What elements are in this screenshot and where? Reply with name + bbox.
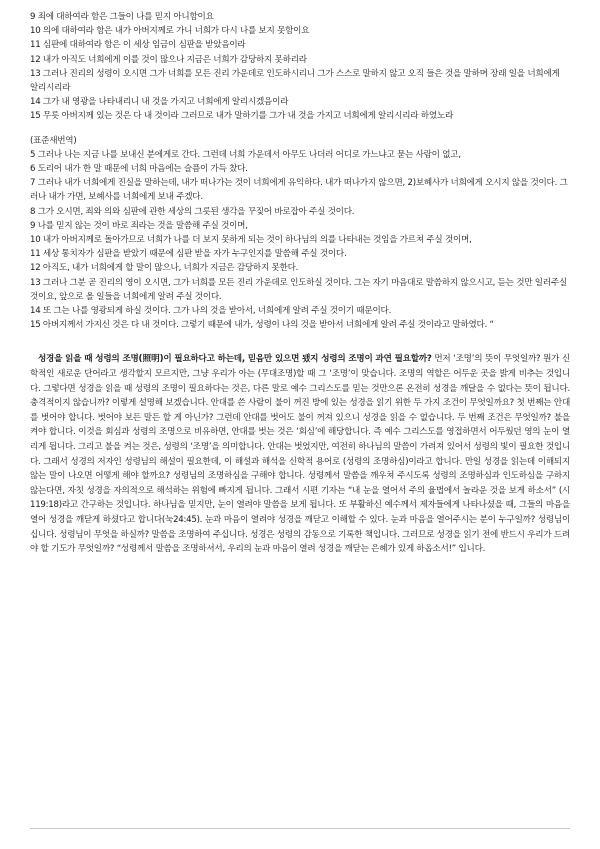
verse-line: 11 심판에 대하여라 함은 이 세상 임금이 심판을 받았음이라 — [30, 40, 246, 51]
footer-rule — [30, 828, 570, 829]
verse-line: 15 무릇 아버지께 있는 것은 다 내 것이라 그러므로 내가 말하기를 그가 내 것을 가지고 너희에게 알리시리라 하였노라 — [30, 111, 453, 122]
essay-paragraph — [30, 352, 570, 556]
verse-line: 9 죄에 대하여라 함은 그들이 나를 믿지 아니함이요 — [30, 12, 214, 22]
translation-heading: (표준새번역) — [30, 135, 77, 146]
verse-line: 12 내가 아직도 너희에게 이를 것이 많으나 지금은 너희가 감당하지 못하리라 — [30, 54, 307, 65]
verse-line: 8 그가 오시면, 죄와 의와 심판에 관한 세상의 그릇된 생각을 꾸짖어 바로잡아 주실 것이다. — [30, 206, 355, 217]
verse-line: 6 도리어 내가 한 말 때문에 너희 마음에는 슬픔이 가득 찼다. — [30, 164, 248, 175]
verse-line: 11 세상 통치자가 심판을 받았기 때문에 심판 받을 자가 누구인지를 말씀해 주실 것이다. — [30, 249, 347, 260]
verse-line: 14 또 그는 나를 영광되게 하실 것이다. 그가 나의 것을 받아서, 너희에게 알려 주실 것이기 때문이다. — [30, 306, 392, 317]
verse-line: 10 내가 아버지께로 돌아가므로 너희가 나를 더 보지 못하게 되는 것이 하나님의 의를 나타내는 것임을 가르쳐 주실 것이며, — [30, 235, 472, 246]
verse-line: 7 그러나 내가 너희에게 진실을 말하는데, 내가 떠나가는 것이 너희에게 유익하다. 내가 떠나가지 않으면, 2)보혜사가 너희에게 오시지 않을 것이다. 그러나 내가 가면, 보혜사를 너희에게 보내 주겠다. — [30, 178, 568, 203]
essay-body: 먼저 ‘조명’의 뜻이 무엇일까? 뭔가 신학적인 새로운 단어라고 생각할지 모르지만, 그냥 우리가 아는 (무대조명)할 때 그 ‘조명’이 맞습니다. 조명의 역할은 어두운 곳을 밝게 비추는 것입니다. 그렇다면 성경을 읽을 때 성령의 조명이 필요하다는 것은, 다른 말로 예수 그리스도를 믿는 것만으론 온전히 성경을 깨달을 수 없다는 뜻이 됩니다. 충격적이지 않습니까? 이렇게 설명해 보겠습니다. 안대를 쓴 사람이 불이 꺼진 방에 있는 성경을 읽기 위한 두 가지 조건이 무엇일까요? 첫 번째는 안대를 벗어야 합니다. 벗어야 보든 말든 할 게 아닌가? 그런데 안대를 벗어도 불이 꺼져 있으니 성경을 읽을 수 없습니다. 두 번째 조건은 무엇일까? 불을 켜야 합니다. 이것을 회심과 성령의 조명으로 비유하면, 안대를 벗는 것은 ‘회심’에 해당합니다. 즉 예수 그리스도를 영접하면서 어두웠던 영의 눈이 열리게 됩니다. 그리고 불을 켜는 것은, 성령의 ‘조명’을 의미합니다. 안대는 벗었지만, 여전히 하나님의 말씀이 가려져 있어서 성령의 빛이 필요한 것입니다. 그래서 성경의 저자인 성령님의 해설이 필요한데, 이 해설과 해석을 신학적 용어로 (성령의 조명하심)이라고 합니다. 만일 성경을 읽는데 이해되지 않는 말이 나오면 어떻게 해야 할까요? 성령님의 조명하심을 구해야 합니다. 성령께서 말씀을 깨우쳐 주시도록 성령의 조명하심과 인도하심을 구하지 않는다면, 자칫 성경을 자의적으로 해석하는 위험에 빠지게 됩니다. 그래서 시편 기자는 “내 눈을 열어서 주의 율법에서 놀라운 것을 보게 하소서” (시119:18)라고 간구하는 것입니다. 하나님을 믿지만, 눈이 열려야 말씀을 보게 됩니다. 또 부활하신 예수께서 제자들에게 나타나셨을 때, 그들의 마음을 열어 성경을 깨닫게 하셨다고 합니다(눅24:45). 눈과 마음이 열려야 성경을 깨닫고 이해할 수 있다. 눈과 마음을 열어주시는 분이 누구일까? 성령님이십니다. 성령님이 무엇을 하실까? 말씀을 조명하여 주십니다. 성경은 성령의 감동으로 기록한 책입니다. 그러므로 성경을 읽기 전에 반드시 우리가 드려야 할 기도가 무엇일까? “성령께서 말씀을 조명하셔서, 우리의 눈과 마음이 열려 성경을 깨닫는 은혜가 있게 하옵소서!” 입니다. — [30, 354, 570, 555]
upper-verses — [30, 10, 570, 124]
verse-line: 14 그가 내 영광을 나타내리니 내 것을 가지고 너희에게 알리시겠음이라 — [30, 97, 289, 108]
verse-line: 15 아버지께서 가지신 것은 다 내 것이다. 그렇기 때문에 내가, 성령이 나의 것을 받아서 너희에게 알려 주실 것이라고 말하였다. “ — [30, 320, 494, 331]
verse-line: 13 그러나 그분 곧 진리의 영이 오시면, 그가 너희를 모든 진리 가운데로 인도하실 것이다. 그는 자기 마음대로 말씀하지 않으시고, 듣는 것만 일러주실 것이요, 앞으로 올 일들을 너희에게 알려 주실 것이다. — [30, 277, 567, 302]
verse-line: 9 나를 믿지 않는 것이 바로 죄라는 것을 말씀해 주실 것이며, — [30, 220, 248, 231]
verse-line: 12 아직도, 내가 너희에게 할 말이 많으나, 너희가 지금은 감당하지 못한다. — [30, 263, 299, 274]
verse-line: 13 그러나 진리의 성령이 오시면 그가 너희를 모든 진리 가운데로 인도하시리니 그가 스스로 말하지 않고 오직 들은 것을 말하며 장래 일을 너희에게 알리시리라 — [30, 68, 560, 94]
essay-lead-question: 성경을 읽을 때 성령의 조명(照明)이 필요하다고 하는데, 믿음만 있으면 됐지 성령의 조명이 과연 필요할까? — [38, 354, 432, 365]
verse-line: 5 그러나 나는 지금 나를 보내신 분에게로 간다. 그런데 너희 가운데서 아무도 나더러 어디로 가느냐고 묻는 사람이 없고, — [30, 149, 461, 160]
lower-verses — [30, 148, 570, 333]
verse-line: 10 의에 대하여라 함은 내가 아버지께로 가니 너희가 다시 나를 보지 못함이요 — [30, 26, 310, 37]
